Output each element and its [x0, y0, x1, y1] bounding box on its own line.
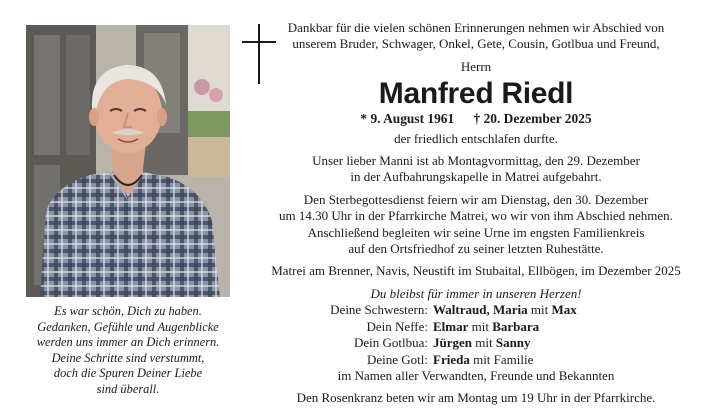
- death-date: † 20. Dezember 2025: [473, 111, 592, 127]
- family-names: Jürgen mit Sanny: [433, 335, 531, 351]
- family-names: Waltraud, Maria mit Max: [433, 302, 577, 318]
- family-relation: Dein Gotlbua:: [353, 335, 428, 351]
- family-relation: Deine Gotl:: [366, 351, 428, 367]
- birth-date: * 9. August 1961: [360, 111, 455, 127]
- family-list: [270, 302, 696, 368]
- intro-line-2: unserem Bruder, Schwager, Onkel, Gete, Cousin, Gotlbua und Freund,: [292, 36, 660, 52]
- poem-line: Gedanken, Gefühle und Augenblicke: [37, 319, 219, 334]
- portrait-photo: [26, 25, 230, 297]
- family-relation: Deine Schwestern:: [330, 302, 428, 318]
- wake-line-1: Unser lieber Manni ist ab Montagvormittag, den 29. Dezember: [312, 153, 640, 169]
- intro-line-1: Dankbar für die vielen schönen Erinnerungen nehmen wir Abschied von: [287, 20, 665, 35]
- life-dates: [256, 111, 696, 127]
- passed-text: der friedlich entschlafen durfte.: [394, 130, 558, 146]
- service-line-1: Den Sterbegottesdienst feiern wir am Dienstag, den 30. Dezember: [303, 191, 649, 207]
- rosary-line: Den Rosenkranz beten wir am Montag um 19 Uhr in der Pfarrkirche.: [296, 390, 656, 406]
- memorial-poem: [26, 304, 230, 398]
- family-names: Elmar mit Barbara: [433, 318, 540, 334]
- relatives-line: im Namen aller Verwandten, Freunde und Bekannten: [337, 367, 615, 383]
- poem-line: doch die Spuren Deiner Liebe: [53, 366, 203, 381]
- in-hearts: Du bleibst für immer in unseren Herzen!: [370, 285, 582, 301]
- poem-line: werden uns immer an Dich erinnern.: [36, 335, 220, 350]
- place-date: Matrei am Brenner, Navis, Neustift im Stubaital, Ellbögen, im Dezember 2025: [271, 263, 681, 279]
- wake-line-2: in der Aufbahrungskapelle in Matrei aufgebahrt.: [350, 169, 602, 185]
- family-relation: Dein Neffe:: [366, 318, 428, 334]
- salutation: Herrn: [460, 58, 492, 74]
- poem-line: Deine Schritte sind verstummt,: [51, 350, 205, 365]
- obituary-text: [256, 20, 696, 407]
- deceased-name: Manfred Riedl: [378, 77, 574, 111]
- urn-line-1: Anschließend begleiten wir seine Urne im engsten Familienkreis: [307, 224, 645, 240]
- urn-line-2: auf den Ortsfriedhof zu seiner letzten Ruhestätte.: [348, 241, 604, 257]
- poem-line: Es war schön, Dich zu haben.: [54, 304, 202, 318]
- family-names: Frieda mit Familie: [433, 351, 534, 367]
- service-line-2: um 14.30 Uhr in der Pfarrkirche Matrei, wo wir von ihm Abschied nehmen.: [279, 208, 673, 224]
- poem-line: sind überall.: [96, 381, 160, 396]
